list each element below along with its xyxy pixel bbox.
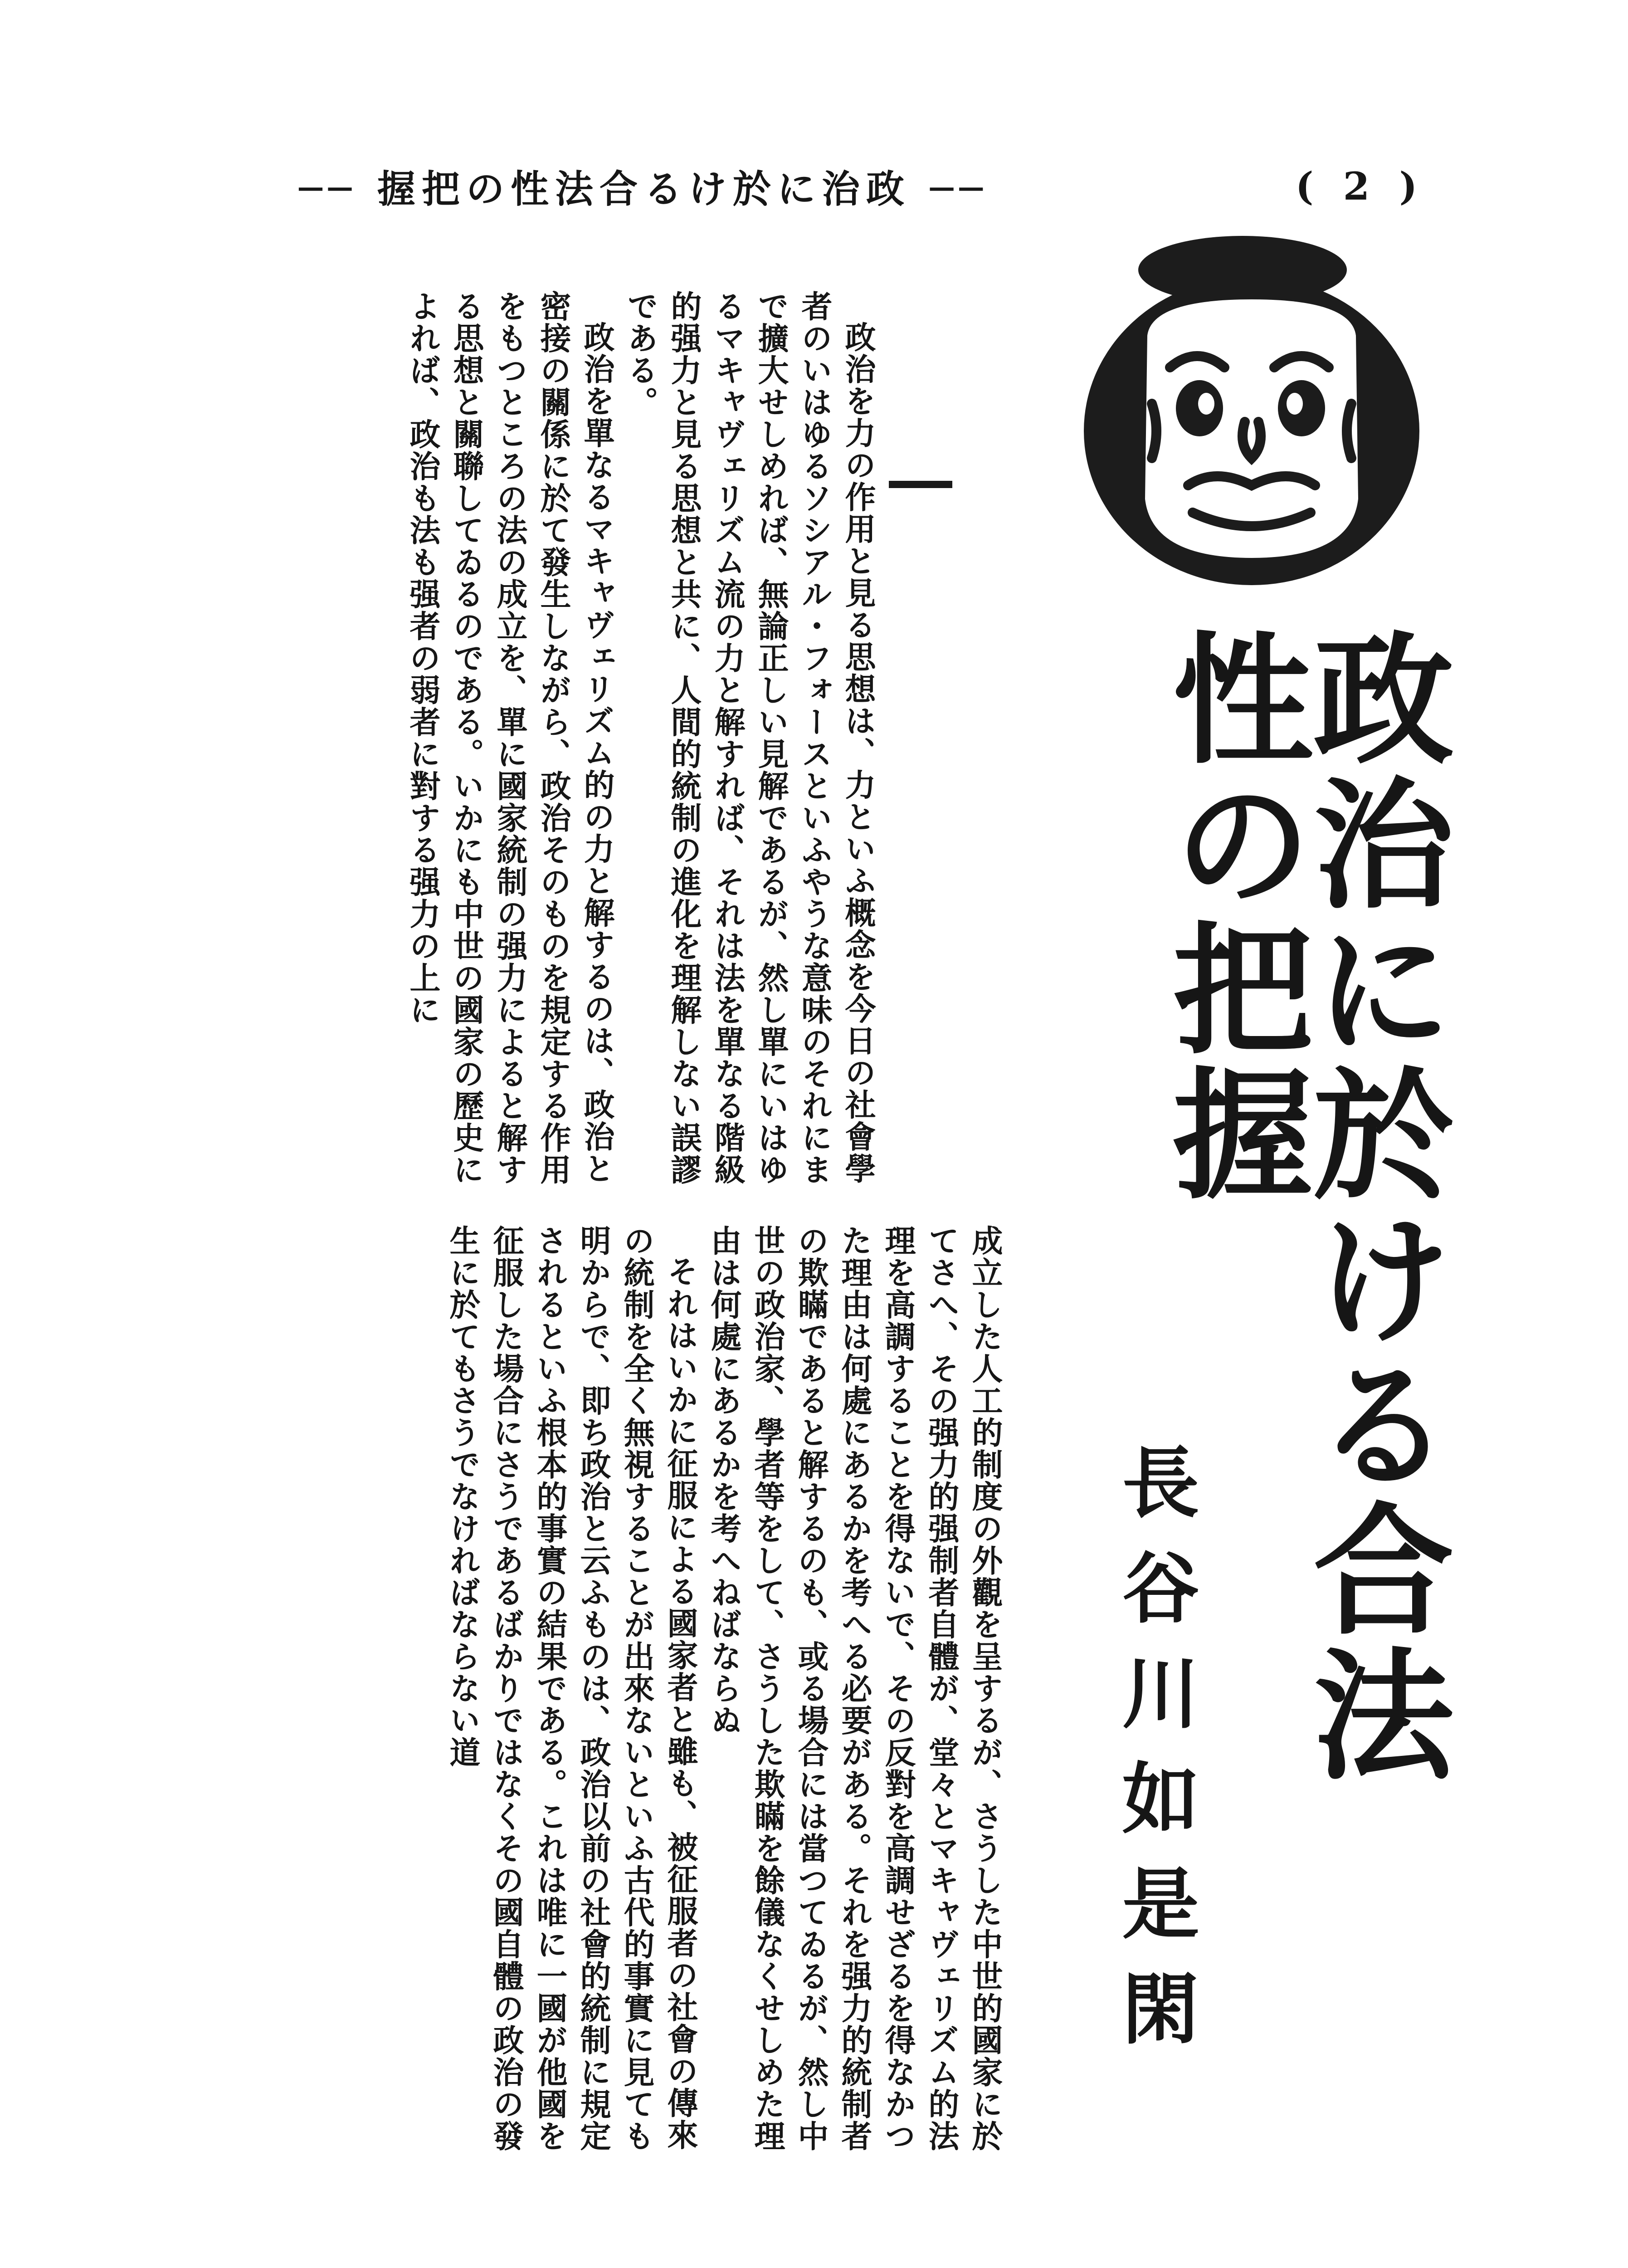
author-name: 長谷川如是閑 (1109, 1442, 1199, 2074)
running-header-title: ── 握把の性法合るけ於に治政 ── (299, 166, 989, 211)
body-paragraph: 成立した人工的制度の外觀を呈するが、さうした中世的國家に於てさへ、その强力的强制者自體が、堂々とマキャヴェリズム的法理を高調することを得ないで、その反對を高調せざるを得なかつた理由は何處にあるかを考へる必要がある。それを强力的統制者の欺瞞であると解するのも、或る場合には當つてゐるが、然し中世の政治家、學者等をして、さうした欺瞞を餘儀なくせしめた理由は何處にあるかを考へねばならぬ (706, 1225, 1003, 2152)
body-paragraph: それはいかに征服による國家者と雖も、被征服者の社會の傳來の統制を全く無視することが出來ないといふ古代的事實に見ても明からで、即ち政治と云ふものは、政治以前の社會的統制に規定されるといふ根本的事實の結果である。これは唯に一國が他國を征服した場合にさうであるばかりではなくその國自體の政治の發生に於てもさうでなければならない道 (444, 1225, 698, 2152)
section-number (889, 454, 952, 599)
caricature-face-emblem-icon (1079, 231, 1424, 594)
body-text-top (227, 290, 880, 1188)
section-number-stroke (889, 481, 952, 488)
body-paragraph: 政治を力の作用と見る思想は、力といふ概念を今日の社會學者のいはゆるソシアル・フォースといふやうな意味のそれにまで擴大せしめれば、無論正しい見解であるが、然し單にいはゆるマキャヴェリズム流の力と解すれば、それは法を單なる階級的强力と見る思想と共に、人間的統制の進化を理解しない誤謬である。 (622, 290, 876, 1186)
body-text-bottom (227, 1225, 1007, 2164)
body-paragraph: 政治を單なるマキャヴェリズム的の力と解するのは、政治と密接の關係に於て發生しながら、政治そのものを規定する作用をもつところの法の成立を、單に國家統制の强力によると解する思想と關聯してゐるのである。いかにも中世の國家の歷史によれば、政治も法も强者の弱者に對する强力の上に (405, 290, 615, 1186)
article-title: 政治に於ける合法性の把握 (1149, 626, 1454, 1787)
page-number: ( 2 ) (1295, 163, 1426, 209)
